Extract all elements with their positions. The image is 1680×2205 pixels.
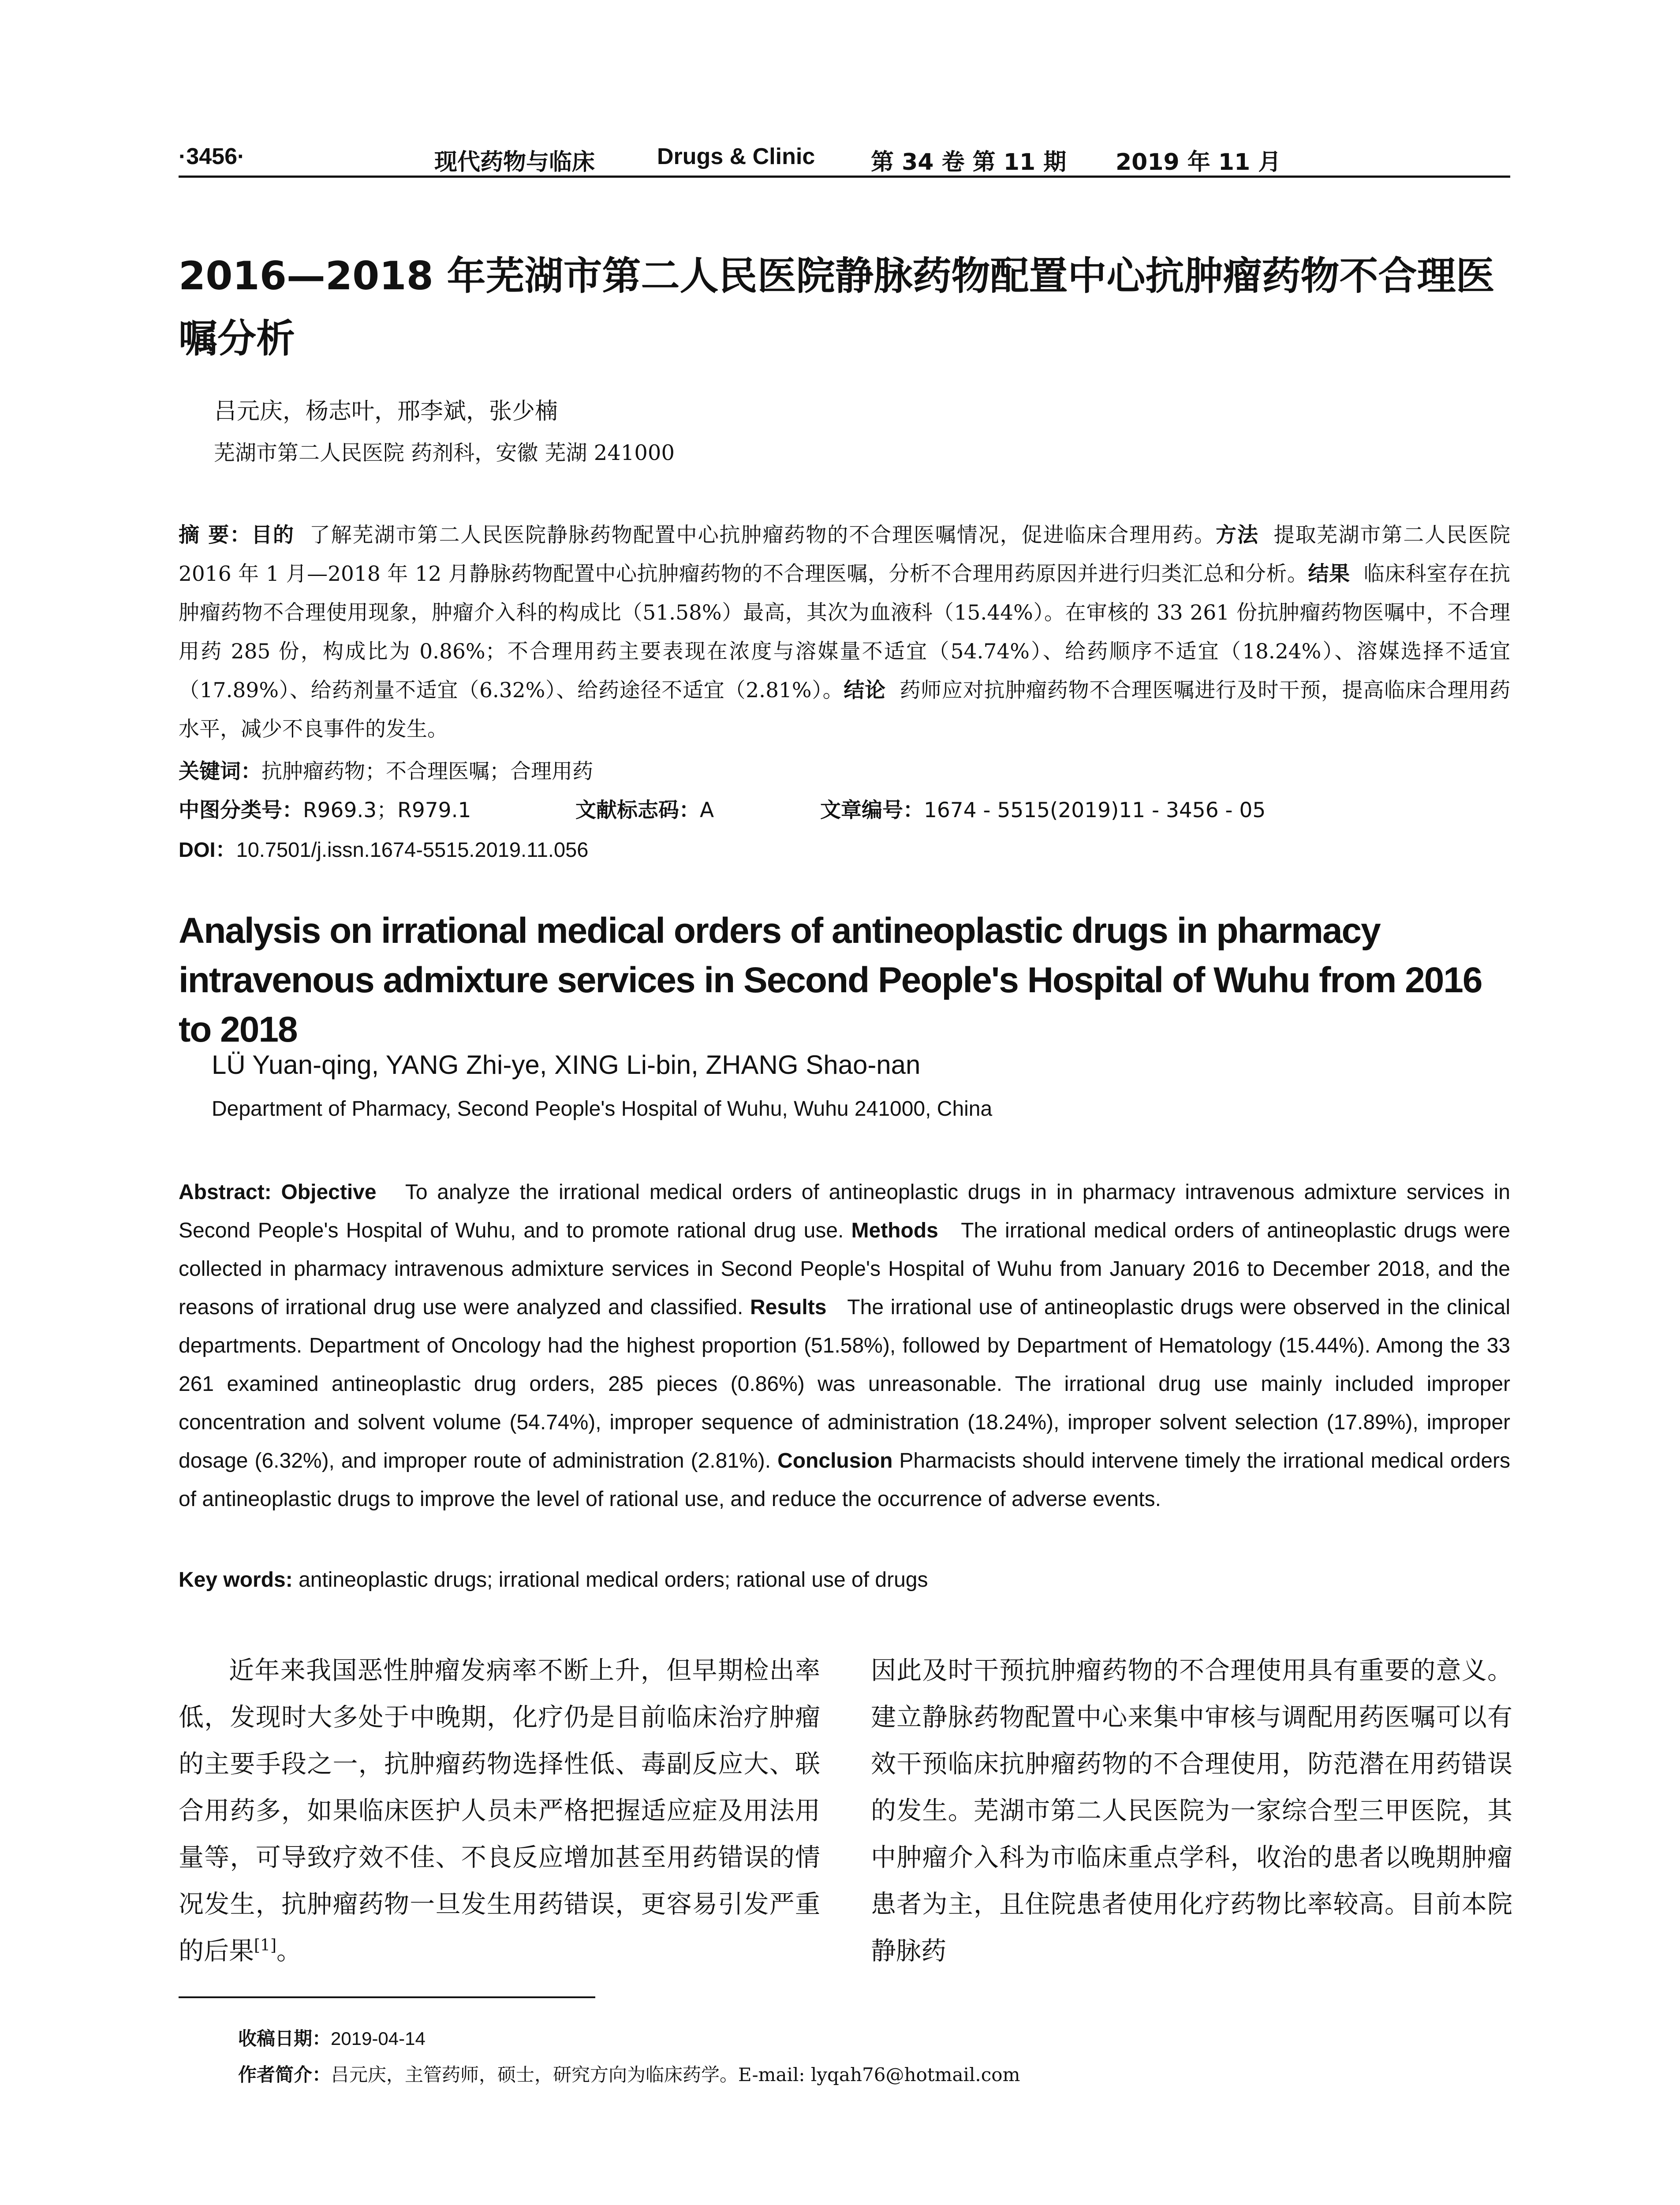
issue-date: 2019 年 11 月	[1116, 149, 1281, 176]
results-en-text: The irrational use of antineoplastic drugs were observed in the clinical departments. Department of Oncology had the highest proportion (51.58%), followed by Department of Hematology (15.44%). Among the 33 261 examined antineoplastic drug orders, 285 pieces (0.86%) was unreasonable. The irrational drug use mainly included improper concentration and solvent volume (54.74%), improper sequence of administration (18.24%), improper solvent selection (17.89%), improper dosage (6.32%), and improper route of administration (2.81%).	[179, 1296, 1511, 1472]
article-number: 文章编号：1674 - 5515(2019)11 - 3456 - 05	[820, 798, 1266, 822]
authors-en: LÜ Yuan-qing, YANG Zhi-ye, XING Li-bin, ZHANG Shao-nan	[212, 1050, 921, 1080]
journal-name-zh: 现代药物与临床	[434, 149, 595, 176]
keywords-zh-label: 关键词：	[179, 759, 261, 784]
keywords-en	[179, 1568, 928, 1592]
abstract-en	[179, 1173, 1510, 1518]
methods-en-label: Methods	[851, 1219, 938, 1242]
body-column-right	[871, 1647, 1512, 1974]
objective-en-label: Objective	[281, 1181, 377, 1204]
objective-en-text: To analyze the irrational medical orders of antineoplastic drugs in in pharmacy intravenous admixture services in Second People's Hospital of Wuhu, and to promote rational drug use.	[179, 1181, 1511, 1242]
doi	[179, 833, 588, 863]
conclusion-en-label: Conclusion	[777, 1449, 893, 1472]
page-number: ·3456·	[179, 144, 245, 169]
reference-marker[interactable]: [1]	[254, 1936, 276, 1955]
results-zh-text: 临床科室存在抗肿瘤药物不合理使用现象，肿瘤介入科的构成比（51.58%）最高，其次为血液科（15.44%）。在审核的 33 261 份抗肿瘤药物医嘱中，不合理用药 285 份，构成比为 0.86%；不合理用药主要表现在浓度与溶媒量不适宜（54.74%）、给药顺序不适宜（18.24%）、溶媒选择不适宜（17.89%）、给药剂量不适宜（6.32%）、给药途径不适宜（2.81%）。	[179, 562, 1510, 703]
keywords-zh-text: 抗肿瘤药物；不合理医嘱；合理用药	[261, 759, 593, 784]
results-zh-label: 结果	[1308, 562, 1350, 586]
doi-label: DOI：	[179, 838, 236, 861]
affiliation-en: Department of Pharmacy, Second People's Hospital of Wuhu, Wuhu 241000, China	[212, 1097, 993, 1121]
header-rule	[179, 176, 1510, 178]
classification-line	[179, 794, 1510, 820]
abstract-zh	[179, 516, 1510, 749]
results-en-label: Results	[750, 1296, 827, 1319]
received-label: 收稿日期：	[238, 2028, 331, 2049]
keywords-en-label: Key words:	[179, 1568, 293, 1592]
footnote-received	[238, 2024, 426, 2051]
conclusion-zh-label: 结论	[844, 678, 886, 703]
journal-name-en: Drugs & Clinic	[657, 144, 815, 169]
title-en: Analysis on irrational medical orders of antineoplastic drugs in pharmacy intravenous admixture services in Second People's Hospital of Wuhu from 2016 to 2018	[179, 911, 1482, 1050]
title-zh: 2016—2018 年芜湖市第二人民医院静脉药物配置中心抗肿瘤药物不合理医嘱分析	[179, 253, 1495, 361]
methods-en-text: The irrational medical orders of antineoplastic drugs were collected in pharmacy intravenous admixture services in Second People's Hospital of Wuhu from January 2016 to December 2018, and the reasons of irrational drug use were analyzed and classified.	[179, 1219, 1510, 1319]
objective-zh-text: 了解芜湖市第二人民医院静脉药物配置中心抗肿瘤药物的不合理医嘱情况，促进临床合理用药。	[309, 523, 1216, 547]
affiliation-zh: 芜湖市第二人民医院 药剂科，安徽 芜湖 241000	[214, 441, 675, 465]
keywords-zh	[179, 755, 593, 785]
author-note-label: 作者简介：	[238, 2064, 331, 2085]
methods-zh-label: 方法	[1216, 523, 1259, 547]
footnote-rule	[179, 1996, 595, 1998]
body-paragraph-2: 因此及时干预抗肿瘤药物的不合理使用具有重要的意义。建立静脉药物配置中心来集中审核与调配用药医嘱可以有效干预临床抗肿瘤药物的不合理使用，防范潜在用药错误的发生。芜湖市第二人民医院为一家综合型三甲医院，其中肿瘤介入科为市临床重点学科，收治的患者以晚期肿瘤患者为主，且住院患者使用化疗药物比率较高。目前本院静脉药	[871, 1656, 1512, 1966]
methods-zh-text: 提取芜湖市第二人民医院 2016 年 1 月—2018 年 12 月静脉药物配置中心抗肿瘤药物的不合理医嘱，分析不合理用药原因并进行归类汇总和分析。	[179, 523, 1510, 586]
footnote-author	[238, 2060, 1020, 2087]
objective-zh-label: 目的	[251, 523, 295, 547]
conclusion-en-text: Pharmacists should intervene timely the irrational medical orders of antineoplastic drugs to improve the level of rational use, and reduce the occurrence of adverse events.	[179, 1449, 1511, 1511]
authors-zh: 吕元庆，杨志叶，邢李斌，张少楠	[214, 398, 558, 425]
volume-issue: 第 34 卷 第 11 期	[871, 149, 1067, 176]
body-column-left	[179, 1647, 820, 1974]
abstract-en-label: Abstract:	[179, 1181, 272, 1204]
running-header	[179, 139, 1510, 174]
document-code: 文献标志码：A	[575, 798, 714, 822]
abstract-zh-label: 摘 要：	[179, 523, 252, 547]
author-note-text: 吕元庆，主管药师，硕士，研究方向为临床药学。E-mail: lyqah76@hotmail.com	[331, 2064, 1020, 2085]
body-paragraph-1-end: 。	[276, 1936, 302, 1966]
received-date: 2019-04-14	[331, 2028, 426, 2049]
body-paragraph-1: 近年来我国恶性肿瘤发病率不断上升，但早期检出率低，发现时大多处于中晚期，化疗仍是目前临床治疗肿瘤的主要手段之一，抗肿瘤药物选择性低、毒副反应大、联合用药多，如果临床医护人员未严格把握适应症及用法用量等，可导致疗效不佳、不良反应增加甚至用药错误的情况发生，抗肿瘤药物一旦发生用药错误，更容易引发严重的后果	[179, 1656, 820, 1966]
keywords-en-text: antineoplastic drugs; irrational medical orders; rational use of drugs	[299, 1568, 928, 1592]
doi-value[interactable]: 10.7501/j.issn.1674-5515.2019.11.056	[236, 838, 589, 861]
clc-code: 中图分类号：R969.3；R979.1	[179, 798, 471, 822]
conclusion-zh-text: 药师应对抗肿瘤药物不合理医嘱进行及时干预，提高临床合理用药水平，减少不良事件的发生。	[179, 678, 1511, 741]
